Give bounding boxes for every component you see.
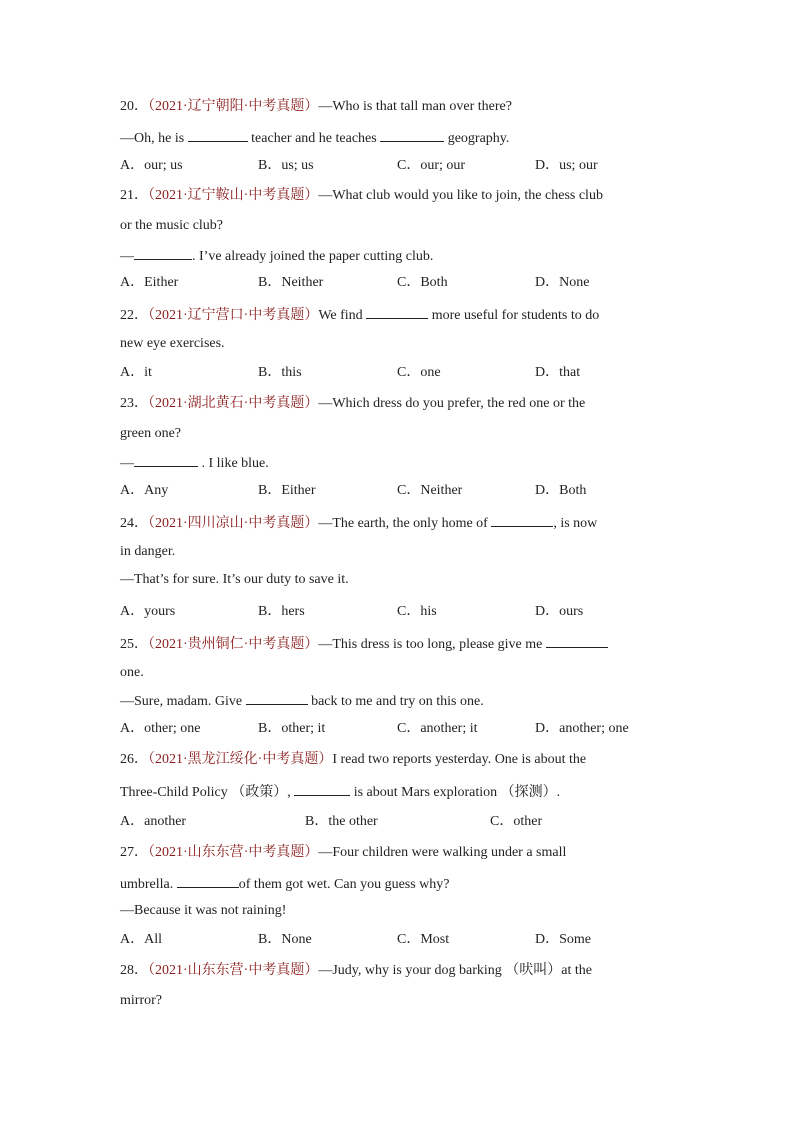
option-d: D．that <box>535 365 581 380</box>
answer-blank <box>177 873 239 888</box>
question-23 <box>120 394 585 414</box>
question-number: 23． <box>120 396 148 411</box>
question-stem: more useful for students to do <box>428 308 600 323</box>
question-source: （2021·辽宁营口·中考真题） <box>148 308 319 323</box>
option-d: D．ours <box>535 604 584 619</box>
option-a: A．Either <box>120 275 179 290</box>
option-a: A．it <box>120 365 152 380</box>
question-stem: —Four children were walking under a small <box>318 845 567 860</box>
text: of them got wet. Can you guess why? <box>238 877 450 892</box>
question-25 <box>120 633 608 655</box>
option-c: C．another; it <box>397 721 478 736</box>
question-line: or the music club? <box>120 218 224 233</box>
answer-blank <box>134 452 198 467</box>
question-stem: —What club would you like to join, the chess club <box>318 188 603 203</box>
option-d: D．Both <box>535 483 587 498</box>
question-20 <box>120 97 512 117</box>
option-d: D．Some <box>535 932 591 947</box>
option-c: C．our; our <box>397 158 466 173</box>
option-a: A．Any <box>120 483 169 498</box>
question-stem: —Which dress do you prefer, the red one or the <box>318 396 586 411</box>
question-source: （2021·山东东营·中考真题） <box>148 963 319 978</box>
option-a: A．All <box>120 932 162 947</box>
text: . I like blue. <box>198 456 269 471</box>
option-c: C．other <box>490 814 543 829</box>
answer-blank <box>294 781 350 796</box>
question-number: 20． <box>120 99 148 114</box>
question-number: 25． <box>120 637 148 652</box>
question-source: （2021·四川凉山·中考真题） <box>148 516 319 531</box>
text: umbrella. <box>120 877 177 892</box>
question-number: 26． <box>120 752 148 767</box>
option-b: B．Either <box>258 483 316 498</box>
question-26 <box>120 750 586 770</box>
text: — <box>120 249 134 264</box>
option-a: A．yours <box>120 604 176 619</box>
option-c: C．Most <box>397 932 450 947</box>
question-21 <box>120 186 603 206</box>
option-b: B．the other <box>305 814 378 829</box>
question-line <box>120 690 484 712</box>
option-a: A．other; one <box>120 721 201 736</box>
question-source: （2021·黑龙江绥化·中考真题） <box>148 752 333 767</box>
answer-blank <box>546 633 608 648</box>
text: geography. <box>444 131 510 146</box>
question-22 <box>120 304 599 326</box>
answer-blank <box>380 127 444 142</box>
question-stem: —The earth, the only home of <box>318 516 492 531</box>
answer-blank <box>134 245 192 260</box>
question-line: green one? <box>120 426 182 441</box>
text: teacher and he teaches <box>247 131 381 146</box>
question-27 <box>120 843 566 863</box>
question-number: 21． <box>120 188 148 203</box>
option-c: C．one <box>397 365 441 380</box>
question-line <box>120 452 269 474</box>
option-c: C．his <box>397 604 437 619</box>
question-line <box>120 873 450 895</box>
text: is about Mars exploration （探测）. <box>350 785 561 800</box>
question-source: （2021·山东东营·中考真题） <box>148 845 319 860</box>
option-b: B．this <box>258 365 302 380</box>
option-b: B．us; us <box>258 158 314 173</box>
question-line: —That’s for sure. It’s our duty to save it. <box>120 572 349 587</box>
question-stem: , is now <box>553 516 598 531</box>
option-c: C．Neither <box>397 483 463 498</box>
question-number: 28． <box>120 963 148 978</box>
question-source: （2021·湖北黄石·中考真题） <box>148 396 319 411</box>
text: Three-Child Policy （政策）, <box>120 785 295 800</box>
question-line <box>120 781 560 803</box>
question-stem: —This dress is too long, please give me <box>318 637 546 652</box>
text: back to me and try on this one. <box>307 694 484 709</box>
question-stem: We find <box>318 308 367 323</box>
question-line: new eye exercises. <box>120 336 225 351</box>
question-28 <box>120 961 592 981</box>
question-24 <box>120 512 597 534</box>
option-a: A．our; us <box>120 158 183 173</box>
question-line: in danger. <box>120 544 176 559</box>
option-b: B．None <box>258 932 312 947</box>
answer-blank <box>188 127 248 142</box>
option-b: B．other; it <box>258 721 326 736</box>
answer-blank <box>491 512 553 527</box>
option-d: D．another; one <box>535 721 629 736</box>
option-d: D．None <box>535 275 590 290</box>
option-d: D．us; our <box>535 158 598 173</box>
option-c: C．Both <box>397 275 448 290</box>
question-line: mirror? <box>120 993 162 1008</box>
question-stem: —Judy, why is your dog barking （吠叫）at the <box>318 963 592 978</box>
text: — <box>120 456 134 471</box>
answer-blank <box>366 304 428 319</box>
answer-blank <box>246 690 308 705</box>
question-number: 22． <box>120 308 148 323</box>
option-b: B．hers <box>258 604 305 619</box>
question-line <box>120 127 509 149</box>
question-number: 27． <box>120 845 148 860</box>
question-source: （2021·贵州铜仁·中考真题） <box>148 637 319 652</box>
question-source: （2021·辽宁朝阳·中考真题） <box>148 99 319 114</box>
question-line: one. <box>120 665 144 680</box>
question-number: 24． <box>120 516 148 531</box>
question-stem: —Who is that tall man over there? <box>318 99 512 114</box>
question-line <box>120 245 433 267</box>
option-b: B．Neither <box>258 275 324 290</box>
question-stem: I read two reports yesterday. One is about the <box>332 752 587 767</box>
question-source: （2021·辽宁鞍山·中考真题） <box>148 188 319 203</box>
text: . I’ve already joined the paper cutting club. <box>192 249 434 264</box>
text: —Oh, he is <box>120 131 188 146</box>
question-line: —Because it was not raining! <box>120 903 287 918</box>
text: —Sure, madam. Give <box>120 694 246 709</box>
option-a: A．another <box>120 814 187 829</box>
